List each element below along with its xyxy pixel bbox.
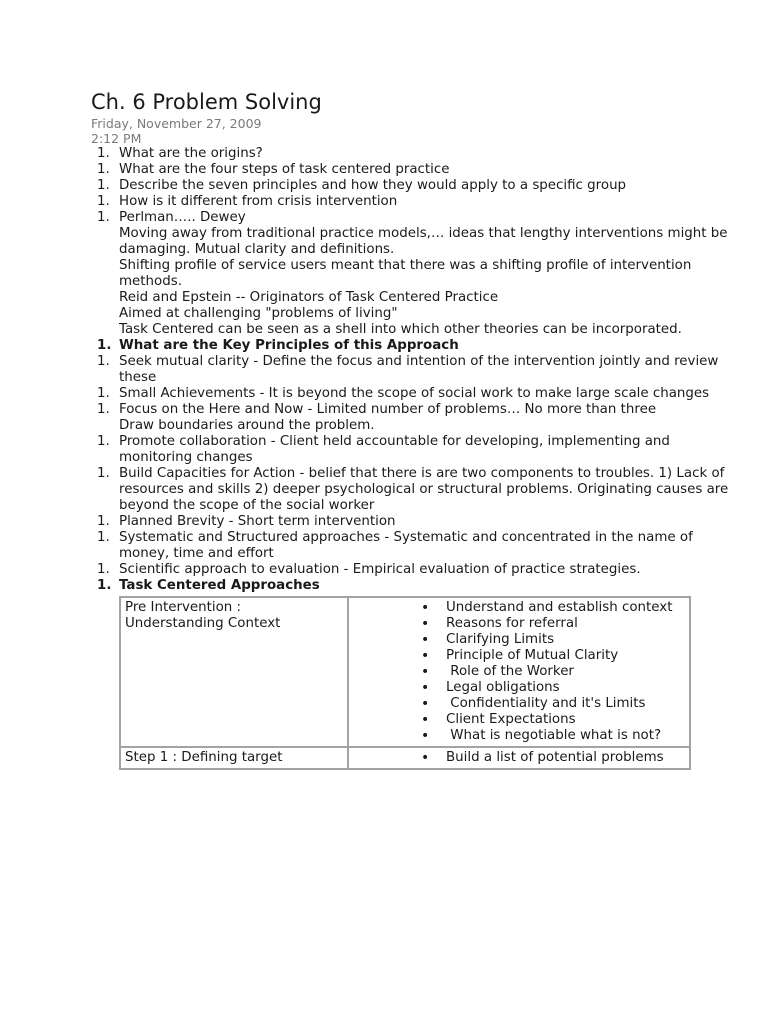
principle-text: 1. Promote collaboration - Client held accountable for developing, implementing and monitoring changes bbox=[119, 434, 670, 465]
principle-text: 1. Build Capacities for Action - belief that there is are two components to troubles. 1) Lack of resources and skills 2) deeper psychological or structural problems. Originating causes are beyond the scope of the social worker bbox=[119, 466, 729, 513]
list-item bbox=[91, 466, 731, 514]
list-item: 1. How is it different from crisis intervention bbox=[91, 194, 731, 210]
origins-line: Task Centered can be seen as a shell into which other theories can be incorporated. bbox=[119, 322, 682, 337]
note-date: Friday, November 27, 2009 bbox=[91, 116, 262, 131]
table-cell-items bbox=[349, 748, 691, 770]
approaches-section bbox=[91, 578, 731, 594]
principle-text: 1. Systematic and Structured approaches - Systematic and concentrated in the name of money, time and effort bbox=[119, 530, 693, 561]
bullet-item: • What is negotiable what is not? bbox=[441, 728, 685, 744]
approaches-table bbox=[119, 596, 691, 770]
principles-list bbox=[91, 338, 731, 578]
table-row bbox=[119, 748, 691, 770]
list-item: 1. What are the origins? bbox=[91, 146, 731, 162]
principle-text: 1. Small Achievements - It is beyond the scope of social work to make large scale changes bbox=[119, 386, 710, 401]
cell-text: Understanding Context bbox=[125, 616, 281, 631]
principle-text: 1. Planned Brevity - Short term intervention bbox=[119, 514, 396, 529]
principle-text: Draw boundaries around the problem. bbox=[119, 418, 375, 433]
list-item bbox=[91, 386, 731, 402]
list-item: 1. Describe the seven principles and how they would apply to a specific group bbox=[91, 178, 731, 194]
bullet-item: • Role of the Worker bbox=[441, 664, 685, 680]
note-time: 2:12 PM bbox=[91, 131, 142, 146]
note-page bbox=[91, 88, 731, 770]
bullet-item: • Client Expectations bbox=[441, 712, 685, 728]
section-heading-principles: 1. What are the Key Principles of this Approach bbox=[91, 338, 731, 354]
origins-line: Reid and Epstein -- Originators of Task Centered Practice bbox=[119, 290, 499, 305]
list-item: 1. What are the four steps of task centered practice bbox=[91, 162, 731, 178]
bullet-item: • Confidentiality and it's Limits bbox=[441, 696, 685, 712]
list-item bbox=[91, 210, 731, 338]
origins-line: Shifting profile of service users meant that there was a shifting profile of intervention methods. bbox=[119, 258, 692, 289]
origins-line: Aimed at challenging "problems of living" bbox=[119, 306, 398, 321]
table-cell-label: Step 1 : Defining target bbox=[119, 748, 349, 770]
origins-line: Moving away from traditional practice models,… ideas that lengthy interventions might be damaging. Mutual clarity and definitions. bbox=[119, 226, 728, 257]
table-cell-items bbox=[349, 596, 691, 748]
origins-line: 1. Perlman….. Dewey bbox=[119, 210, 246, 225]
page-title: Ch. 6 Problem Solving bbox=[91, 90, 322, 114]
bullet-item: • Clarifying Limits bbox=[441, 632, 685, 648]
table-cell-label bbox=[119, 596, 349, 748]
bullet-list bbox=[353, 750, 685, 766]
bullet-item: • Legal obligations bbox=[441, 680, 685, 696]
table-row bbox=[119, 596, 691, 748]
principle-text: 1. Scientific approach to evaluation - Empirical evaluation of practice strategies. bbox=[119, 562, 641, 577]
list-item bbox=[91, 354, 731, 386]
principle-text: 1. Focus on the Here and Now - Limited number of problems… No more than three bbox=[119, 402, 657, 417]
bullet-item: • Principle of Mutual Clarity bbox=[441, 648, 685, 664]
list-item bbox=[91, 530, 731, 562]
principle-text: 1. Seek mutual clarity - Define the focus and intention of the intervention jointly and review these bbox=[119, 354, 719, 385]
section-heading-approaches: 1. Task Centered Approaches bbox=[91, 578, 731, 594]
list-item bbox=[91, 562, 731, 578]
question-list bbox=[91, 146, 731, 210]
list-item bbox=[91, 402, 731, 434]
cell-text: Pre Intervention : bbox=[125, 600, 242, 615]
bullet-item: • Reasons for referral bbox=[441, 616, 685, 632]
list-item bbox=[91, 434, 731, 466]
origins-list bbox=[91, 210, 731, 338]
bullet-item: • Understand and establish context bbox=[441, 600, 685, 616]
bullet-list bbox=[353, 600, 685, 744]
bullet-item: • Build a list of potential problems bbox=[441, 750, 685, 766]
list-item bbox=[91, 514, 731, 530]
